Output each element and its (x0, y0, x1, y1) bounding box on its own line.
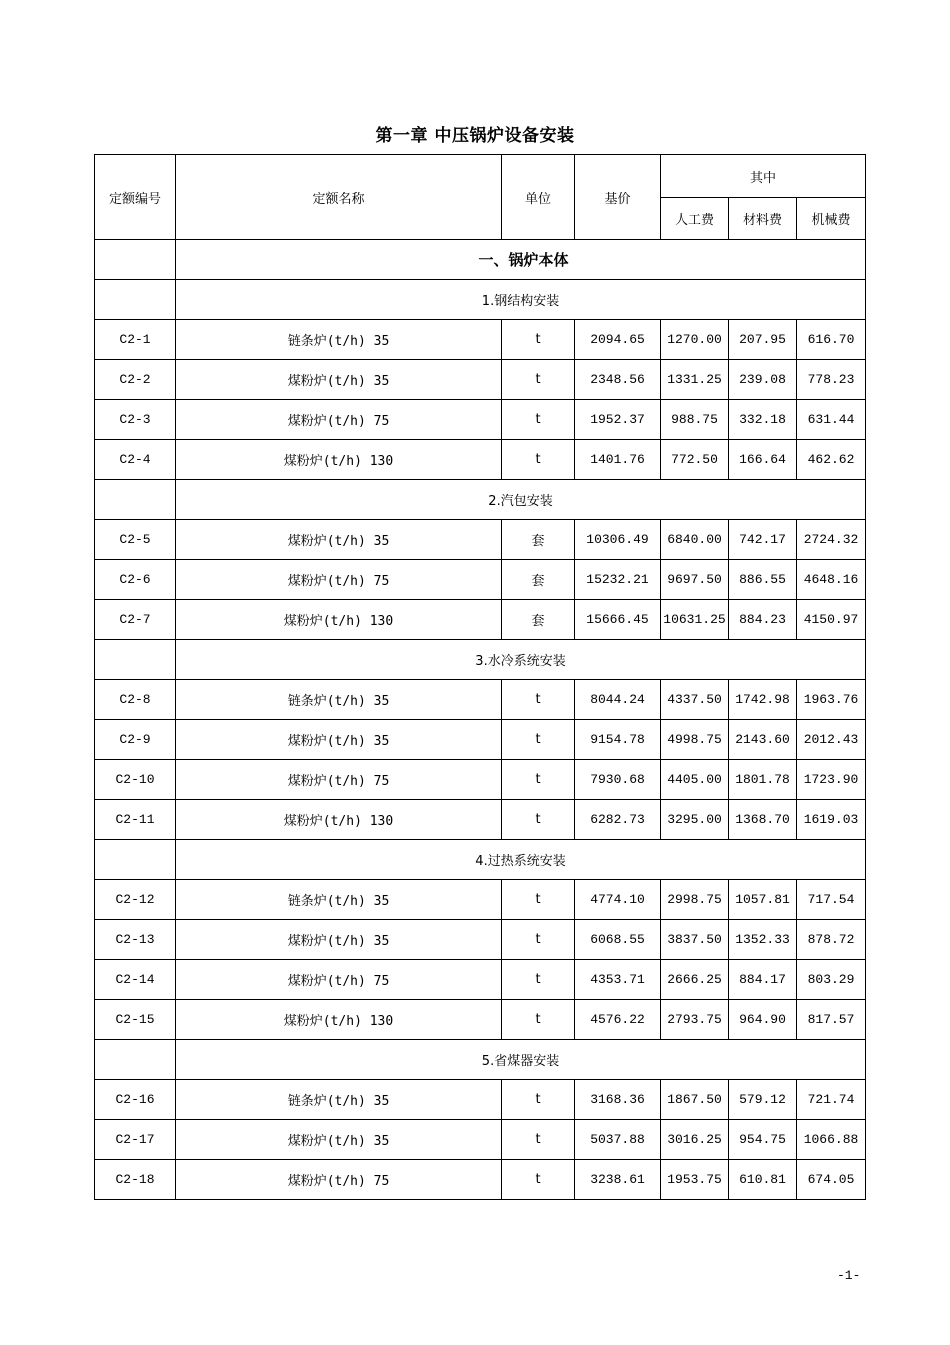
quota-name-cell: 煤粉炉(t/h) 130 (176, 1000, 502, 1040)
quota-code-cell: C2-5 (95, 520, 176, 560)
labor-cost-cell: 3837.50 (661, 920, 729, 960)
material-cost-cell: 1368.70 (729, 800, 797, 840)
material-cost-cell: 166.64 (729, 440, 797, 480)
header-of-which: 其中 (661, 155, 866, 198)
section-code-cell (95, 240, 176, 280)
header-base-price: 基价 (575, 155, 661, 240)
labor-cost-cell: 3016.25 (661, 1120, 729, 1160)
table-row (95, 1080, 866, 1120)
base-price-cell: 4576.22 (575, 1000, 661, 1040)
labor-cost-cell: 6840.00 (661, 520, 729, 560)
machine-cost-cell: 717.54 (797, 880, 866, 920)
group-code-cell (95, 840, 176, 880)
unit-cell: t (502, 800, 575, 840)
quota-code-cell: C2-8 (95, 680, 176, 720)
material-cost-cell: 1352.33 (729, 920, 797, 960)
group-code-cell (95, 1040, 176, 1080)
quota-name-cell: 煤粉炉(t/h) 75 (176, 760, 502, 800)
machine-cost-cell: 817.57 (797, 1000, 866, 1040)
base-price-cell: 2094.65 (575, 320, 661, 360)
table-row (95, 720, 866, 760)
table-row (95, 1160, 866, 1200)
material-cost-cell: 1801.78 (729, 760, 797, 800)
unit-cell: t (502, 440, 575, 480)
base-price-cell: 15232.21 (575, 560, 661, 600)
group-title: 2.汽包安装 (176, 480, 866, 520)
material-cost-cell: 579.12 (729, 1080, 797, 1120)
table-row (95, 320, 866, 360)
material-cost-cell: 884.23 (729, 600, 797, 640)
quota-code-cell: C2-3 (95, 400, 176, 440)
material-cost-cell: 1742.98 (729, 680, 797, 720)
base-price-cell: 6282.73 (575, 800, 661, 840)
quota-name-cell: 煤粉炉(t/h) 35 (176, 920, 502, 960)
page-number: -1- (837, 1268, 861, 1283)
labor-cost-cell: 10631.25 (661, 600, 729, 640)
base-price-cell: 4774.10 (575, 880, 661, 920)
quota-name-cell: 煤粉炉(t/h) 75 (176, 1160, 502, 1200)
quota-code-cell: C2-4 (95, 440, 176, 480)
labor-cost-cell: 988.75 (661, 400, 729, 440)
labor-cost-cell: 772.50 (661, 440, 729, 480)
quota-name-cell: 煤粉炉(t/h) 75 (176, 960, 502, 1000)
quota-name-cell: 煤粉炉(t/h) 75 (176, 560, 502, 600)
group-heading-row (95, 1040, 866, 1080)
material-cost-cell: 332.18 (729, 400, 797, 440)
machine-cost-cell: 2012.43 (797, 720, 866, 760)
base-price-cell: 5037.88 (575, 1120, 661, 1160)
machine-cost-cell: 2724.32 (797, 520, 866, 560)
labor-cost-cell: 2793.75 (661, 1000, 729, 1040)
group-heading-row (95, 280, 866, 320)
unit-cell: t (502, 1080, 575, 1120)
quota-name-cell: 链条炉(t/h) 35 (176, 880, 502, 920)
header-labor: 人工费 (661, 198, 729, 240)
group-heading-row (95, 840, 866, 880)
quota-code-cell: C2-9 (95, 720, 176, 760)
quota-code-cell: C2-17 (95, 1120, 176, 1160)
quota-name-cell: 煤粉炉(t/h) 75 (176, 400, 502, 440)
machine-cost-cell: 778.23 (797, 360, 866, 400)
machine-cost-cell: 1723.90 (797, 760, 866, 800)
unit-cell: t (502, 680, 575, 720)
table-row (95, 360, 866, 400)
base-price-cell: 10306.49 (575, 520, 661, 560)
labor-cost-cell: 1331.25 (661, 360, 729, 400)
base-price-cell: 3238.61 (575, 1160, 661, 1200)
quota-code-cell: C2-7 (95, 600, 176, 640)
quota-code-cell: C2-2 (95, 360, 176, 400)
base-price-cell: 4353.71 (575, 960, 661, 1000)
quota-code-cell: C2-11 (95, 800, 176, 840)
quota-code-cell: C2-18 (95, 1160, 176, 1200)
base-price-cell: 9154.78 (575, 720, 661, 760)
labor-cost-cell: 1270.00 (661, 320, 729, 360)
quota-code-cell: C2-6 (95, 560, 176, 600)
quota-code-cell: C2-15 (95, 1000, 176, 1040)
quota-name-cell: 链条炉(t/h) 35 (176, 680, 502, 720)
unit-cell: 套 (502, 600, 575, 640)
table-row (95, 520, 866, 560)
quota-code-cell: C2-14 (95, 960, 176, 1000)
unit-cell: t (502, 760, 575, 800)
header-material: 材料费 (729, 198, 797, 240)
section-heading: 一、锅炉本体 (176, 240, 866, 280)
unit-cell: t (502, 1160, 575, 1200)
base-price-cell: 7930.68 (575, 760, 661, 800)
quota-code-cell: C2-1 (95, 320, 176, 360)
base-price-cell: 1401.76 (575, 440, 661, 480)
unit-cell: t (502, 880, 575, 920)
labor-cost-cell: 4998.75 (661, 720, 729, 760)
base-price-cell: 1952.37 (575, 400, 661, 440)
machine-cost-cell: 1619.03 (797, 800, 866, 840)
quota-name-cell: 煤粉炉(t/h) 35 (176, 360, 502, 400)
material-cost-cell: 239.08 (729, 360, 797, 400)
labor-cost-cell: 1867.50 (661, 1080, 729, 1120)
machine-cost-cell: 674.05 (797, 1160, 866, 1200)
material-cost-cell: 610.81 (729, 1160, 797, 1200)
table-row (95, 920, 866, 960)
unit-cell: t (502, 920, 575, 960)
material-cost-cell: 884.17 (729, 960, 797, 1000)
base-price-cell: 3168.36 (575, 1080, 661, 1120)
machine-cost-cell: 616.70 (797, 320, 866, 360)
group-title: 1.钢结构安装 (176, 280, 866, 320)
material-cost-cell: 954.75 (729, 1120, 797, 1160)
base-price-cell: 8044.24 (575, 680, 661, 720)
labor-cost-cell: 4337.50 (661, 680, 729, 720)
labor-cost-cell: 2998.75 (661, 880, 729, 920)
machine-cost-cell: 1066.88 (797, 1120, 866, 1160)
quota-name-cell: 煤粉炉(t/h) 130 (176, 600, 502, 640)
table-row (95, 440, 866, 480)
group-heading-row (95, 640, 866, 680)
quota-name-cell: 煤粉炉(t/h) 35 (176, 720, 502, 760)
quota-code-cell: C2-10 (95, 760, 176, 800)
quota-name-cell: 煤粉炉(t/h) 35 (176, 1120, 502, 1160)
unit-cell: 套 (502, 520, 575, 560)
quota-name-cell: 链条炉(t/h) 35 (176, 320, 502, 360)
machine-cost-cell: 878.72 (797, 920, 866, 960)
machine-cost-cell: 803.29 (797, 960, 866, 1000)
labor-cost-cell: 4405.00 (661, 760, 729, 800)
unit-cell: t (502, 960, 575, 1000)
quota-code-cell: C2-12 (95, 880, 176, 920)
machine-cost-cell: 462.62 (797, 440, 866, 480)
table-row (95, 960, 866, 1000)
group-code-cell (95, 280, 176, 320)
header-unit: 单位 (502, 155, 575, 240)
header-machine: 机械费 (797, 198, 866, 240)
machine-cost-cell: 4150.97 (797, 600, 866, 640)
quota-name-cell: 煤粉炉(t/h) 130 (176, 800, 502, 840)
page-title: 第一章 中压锅炉设备安装 (375, 126, 575, 146)
base-price-cell: 2348.56 (575, 360, 661, 400)
group-heading-row (95, 480, 866, 520)
table-body (95, 240, 866, 1200)
unit-cell: t (502, 360, 575, 400)
quota-name-cell: 链条炉(t/h) 35 (176, 1080, 502, 1120)
machine-cost-cell: 721.74 (797, 1080, 866, 1120)
table-row (95, 760, 866, 800)
base-price-cell: 15666.45 (575, 600, 661, 640)
table-row (95, 680, 866, 720)
unit-cell: t (502, 400, 575, 440)
unit-cell: t (502, 720, 575, 760)
unit-cell: t (502, 320, 575, 360)
table-row (95, 600, 866, 640)
material-cost-cell: 886.55 (729, 560, 797, 600)
table-row (95, 1120, 866, 1160)
table-row (95, 1000, 866, 1040)
labor-cost-cell: 1953.75 (661, 1160, 729, 1200)
table-row (95, 560, 866, 600)
group-code-cell (95, 640, 176, 680)
group-title: 5.省煤器安装 (176, 1040, 866, 1080)
unit-cell: t (502, 1000, 575, 1040)
quota-name-cell: 煤粉炉(t/h) 130 (176, 440, 502, 480)
group-code-cell (95, 480, 176, 520)
table-row (95, 400, 866, 440)
unit-cell: 套 (502, 560, 575, 600)
material-cost-cell: 1057.81 (729, 880, 797, 920)
quota-code-cell: C2-16 (95, 1080, 176, 1120)
machine-cost-cell: 631.44 (797, 400, 866, 440)
table-row (95, 800, 866, 840)
group-title: 3.水冷系统安装 (176, 640, 866, 680)
machine-cost-cell: 1963.76 (797, 680, 866, 720)
header-name: 定额名称 (176, 155, 502, 240)
labor-cost-cell: 2666.25 (661, 960, 729, 1000)
material-cost-cell: 964.90 (729, 1000, 797, 1040)
quota-code-cell: C2-13 (95, 920, 176, 960)
group-title: 4.过热系统安装 (176, 840, 866, 880)
material-cost-cell: 742.17 (729, 520, 797, 560)
material-cost-cell: 2143.60 (729, 720, 797, 760)
unit-cell: t (502, 1120, 575, 1160)
quota-table (94, 154, 866, 1200)
header-code: 定额编号 (95, 155, 176, 240)
material-cost-cell: 207.95 (729, 320, 797, 360)
quota-name-cell: 煤粉炉(t/h) 35 (176, 520, 502, 560)
base-price-cell: 6068.55 (575, 920, 661, 960)
labor-cost-cell: 3295.00 (661, 800, 729, 840)
machine-cost-cell: 4648.16 (797, 560, 866, 600)
labor-cost-cell: 9697.50 (661, 560, 729, 600)
table-row (95, 880, 866, 920)
